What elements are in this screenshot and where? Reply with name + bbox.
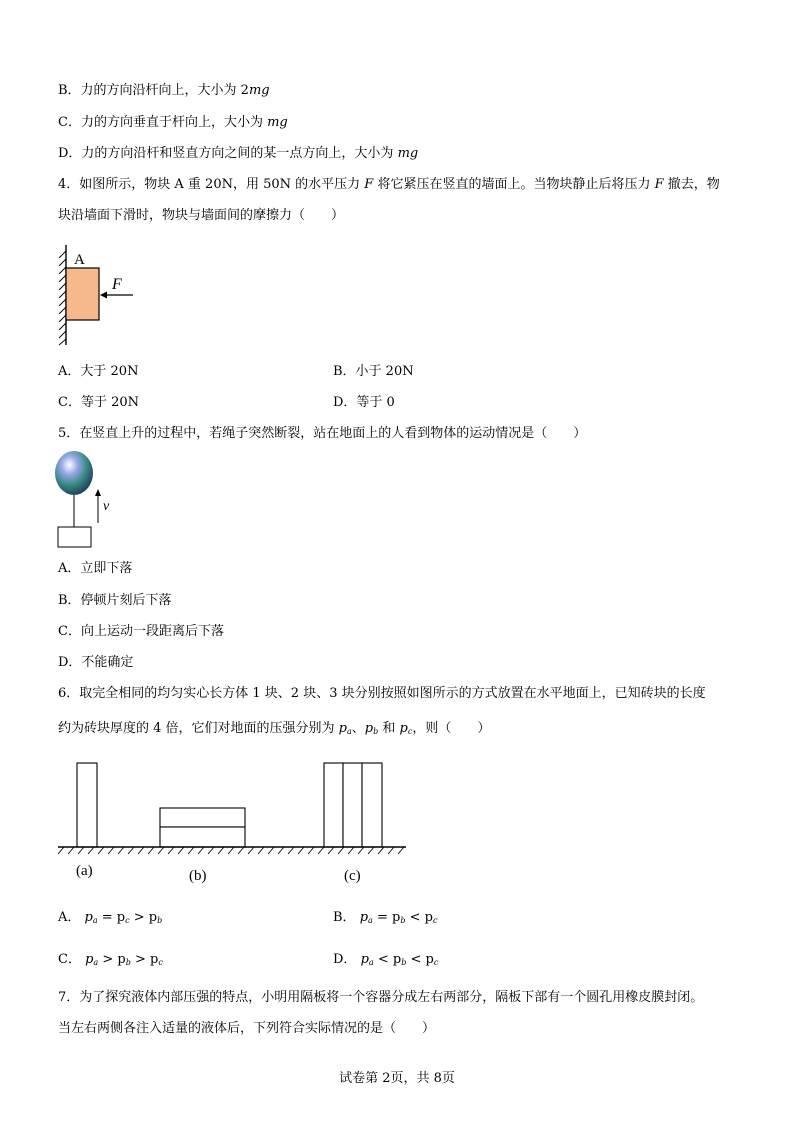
q6-option-a: A． $p_a = p_c > p_b$: [58, 910, 163, 925]
q5-option-b: B．停顿片刻后下落: [58, 593, 172, 608]
brick-c-1: [324, 763, 343, 847]
q3-option-d: D．力的方向沿杆和竖直方向之间的某一点方向上，大小为 mg: [58, 146, 419, 161]
brick-b-bottom: [160, 827, 245, 847]
page-footer: 试卷第 2页，共 8页: [339, 1071, 455, 1086]
q7-stem-line1: 7．为了探究液体内部压强的特点，小明用隔板将一个容器分成左右两部分，隔板下部有一个圆孔用橡皮膜封闭。: [58, 990, 704, 1005]
force-f-label: F: [112, 276, 122, 293]
figure-label-b: (b): [189, 868, 207, 884]
block-a: [66, 268, 99, 320]
q6-option-c: C． $p_a > p_b > p_c$: [58, 952, 163, 967]
q6-stem-line2: 约为砖块厚度的 4 倍，它们对地面的压强分别为 $p_a$、$p_b$ 和 $p_c$，则（ ）: [58, 721, 491, 736]
q5-option-c: C．向上运动一段距离后下落: [58, 624, 224, 639]
q6-option-b: B． $p_a = p_b < p_c$: [333, 910, 438, 925]
wall-hatching: [59, 251, 66, 345]
q3-option-b: B．力的方向沿杆向上，大小为 2mg: [58, 83, 270, 98]
velocity-label: v: [103, 499, 110, 514]
q4-option-d: D．等于 0: [333, 395, 395, 410]
balloon: [55, 451, 93, 495]
q6-stem-line1: 6．取完全相同的均匀实心长方体 1 块、2 块、3 块分别按照如图所示的方式放置在水平地面上，已知砖块的长度: [58, 686, 706, 701]
q4-stem-line1: 4．如图所示，物块 A 重 20N，用 50N 的水平压力 F 将它紧压在竖直的墙面上。当物块静止后将压力 F 撤去，物: [58, 177, 720, 192]
brick-c-3: [362, 763, 382, 847]
q5-option-a: A．立即下落: [58, 561, 133, 576]
q5-option-d: D．不能确定: [58, 655, 134, 670]
q5-stem: 5．在竖直上升的过程中，若绳子突然断裂，站在地面上的人看到物体的运动情况是（ ）: [58, 426, 587, 441]
q4-option-c: C．等于 20N: [58, 395, 139, 410]
q4-figure-wall-block: [50, 245, 150, 350]
q4-stem-line2: 块沿墙面下滑时，物块与墙面间的摩擦力（ ）: [58, 208, 345, 223]
brick-c-2: [343, 763, 362, 847]
q6-option-d: D． $p_a < p_b < p_c$: [333, 952, 439, 967]
brick-a: [77, 763, 97, 847]
q5-figure-balloon: [50, 450, 130, 555]
q3-option-c: C．力的方向垂直于杆向上，大小为 mg: [58, 115, 288, 130]
q4-option-a: A．大于 20N: [58, 364, 139, 379]
ground-hatching: [58, 847, 404, 854]
velocity-arrow-head: [95, 489, 101, 496]
box: [58, 527, 91, 547]
figure-label-a: (a): [76, 863, 93, 879]
figure-label-c: (c): [344, 868, 361, 884]
q6-figure-bricks: [50, 755, 420, 860]
block-a-label: A: [74, 252, 85, 268]
force-arrow-head: [100, 292, 107, 299]
brick-b-top: [160, 808, 245, 827]
q4-option-b: B．小于 20N: [333, 364, 414, 379]
q7-stem-line2: 当左右两侧各注入适量的液体后，下列符合实际情况的是（ ）: [58, 1021, 436, 1036]
